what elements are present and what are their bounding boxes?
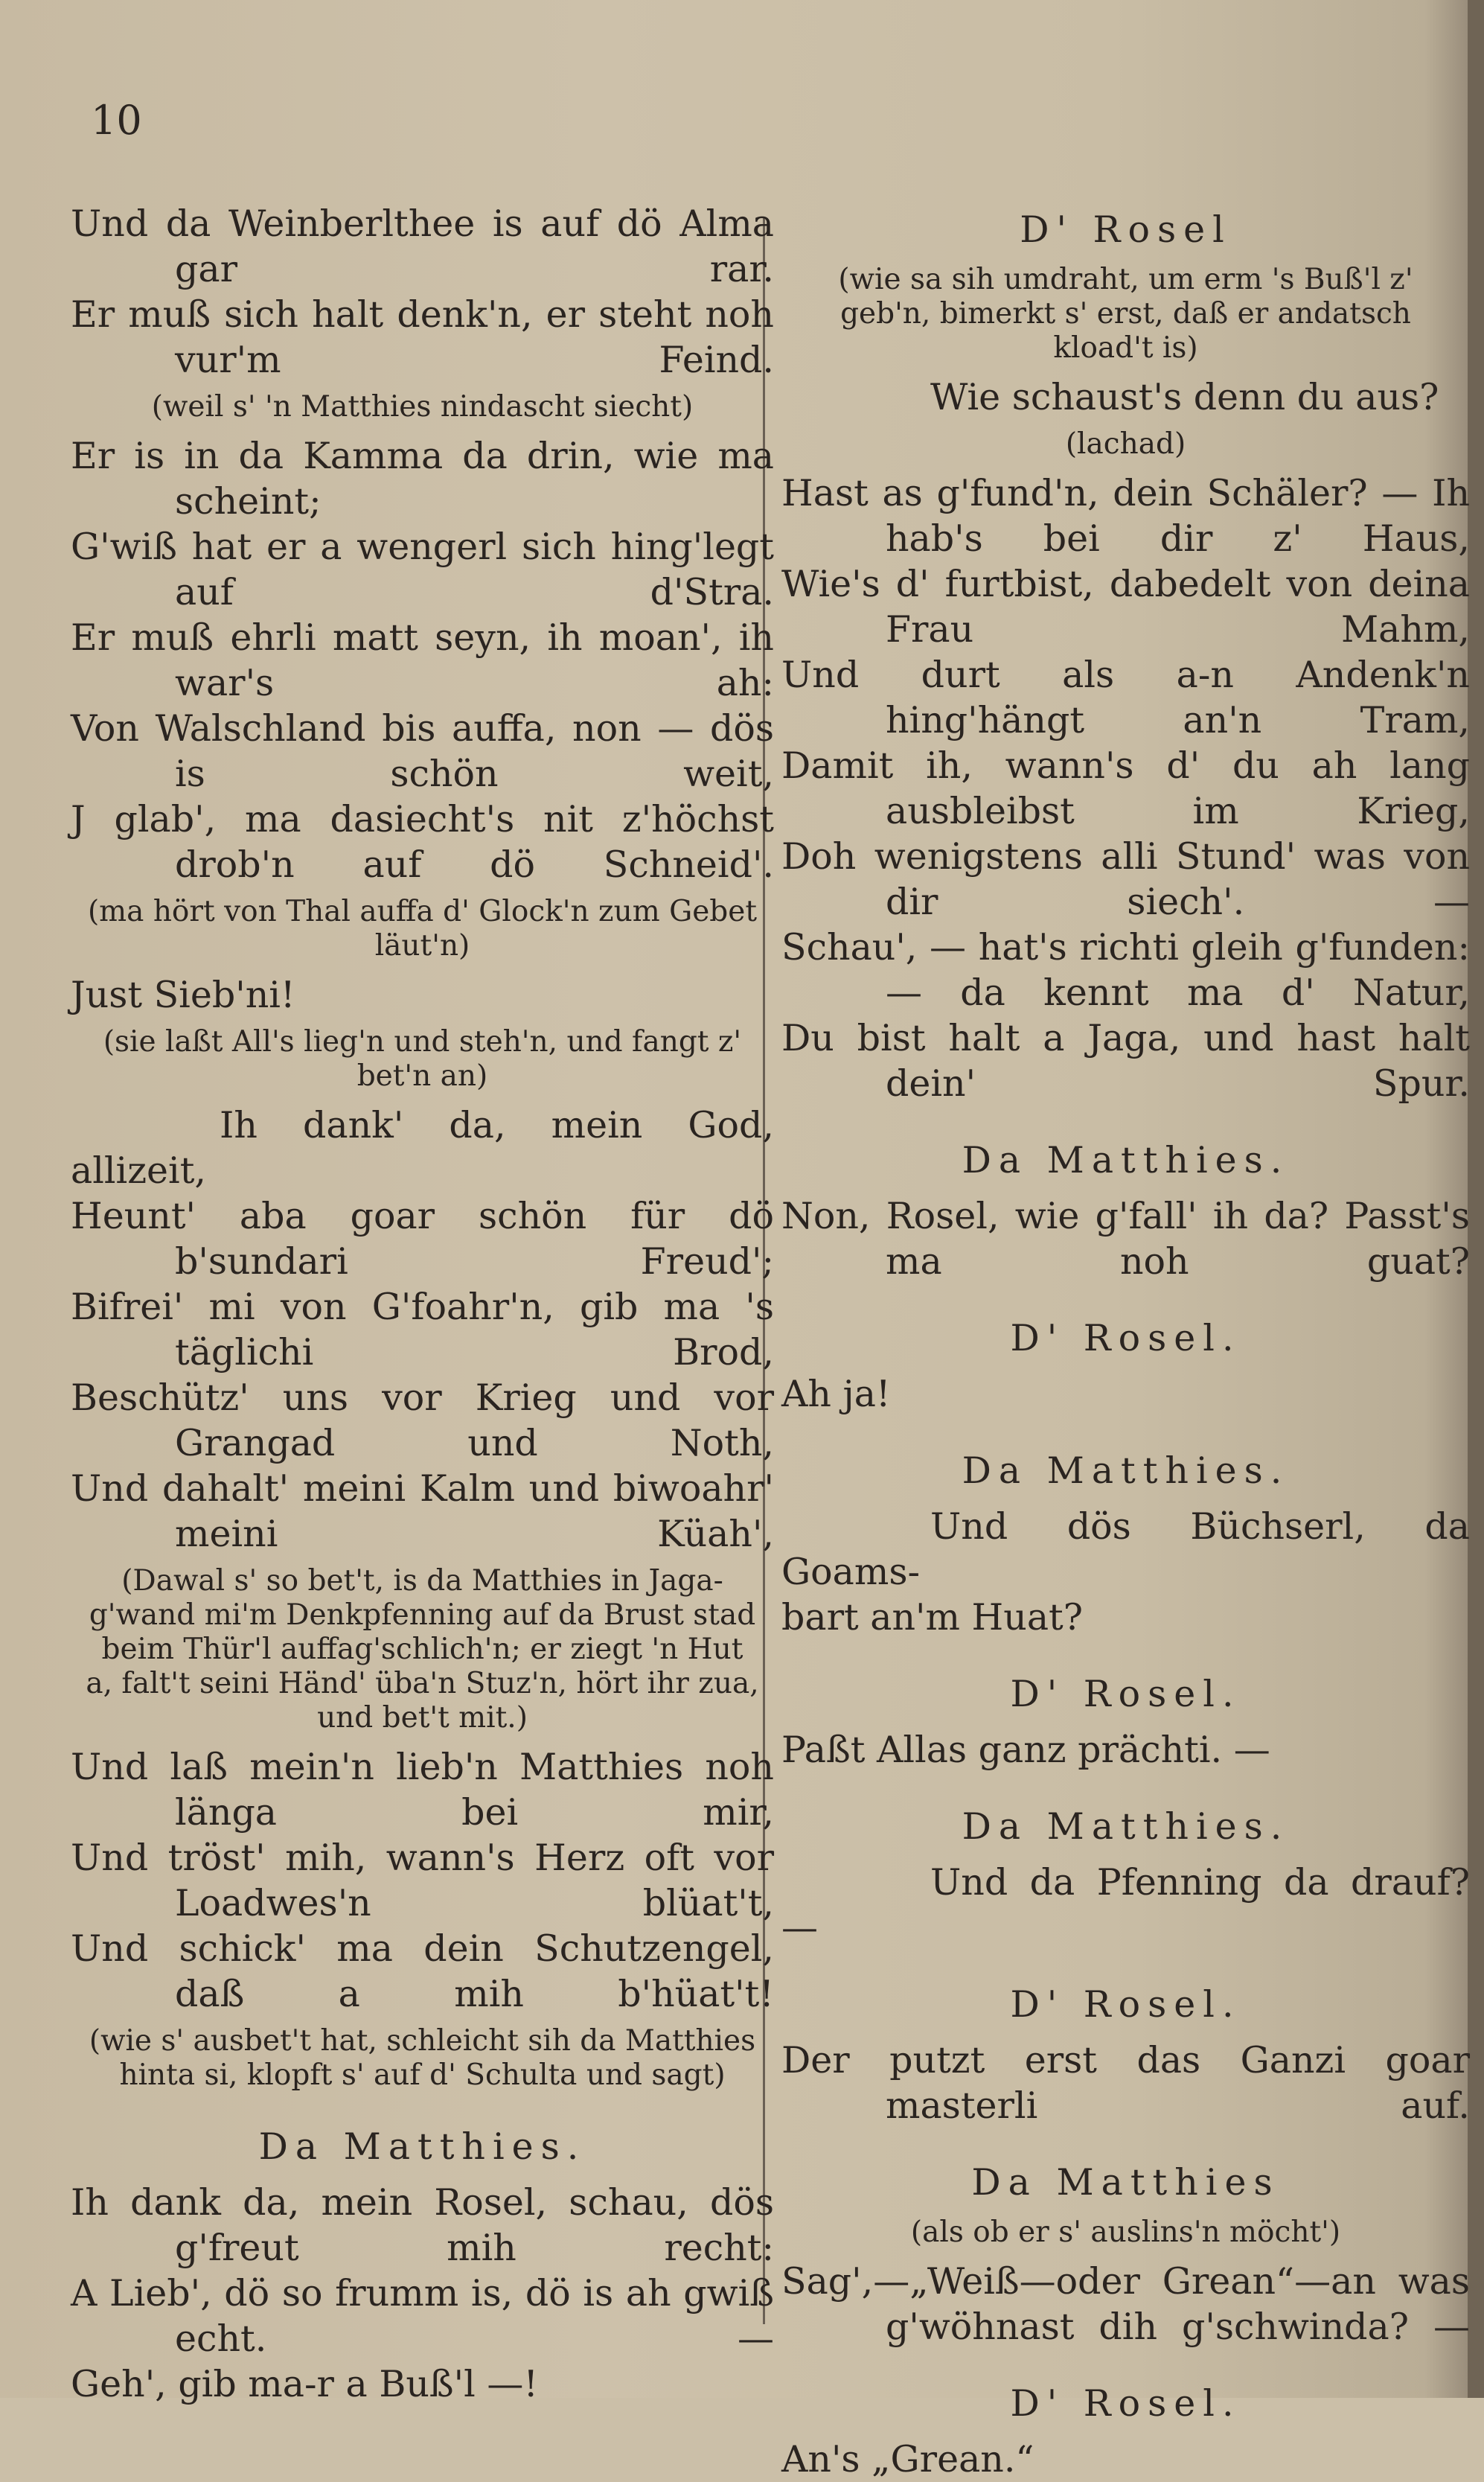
verse-line: Du bist halt a Jaga, und hast halt dein' Spur. xyxy=(781,1017,1470,1105)
verse-line: Und dös Büchserl, da Goams- xyxy=(781,1505,1470,1593)
verse-line: Und da Pfenning da drauf? — xyxy=(781,1861,1470,1949)
stage-direction: (sie laßt All's lieg'n und steh'n, und fangt z' bet'n an) xyxy=(103,1025,742,1093)
verse-line: Von Walschland bis auffa, non — dös is schön weit, xyxy=(71,707,774,795)
verse-line: A Lieb', dö so frumm is, dö is ah gwiß echt. — xyxy=(71,2272,774,2360)
speaker-name: D' Rosel. xyxy=(1010,1983,1241,2026)
verse-line: Geh', gib ma-r a Buß'l —! xyxy=(71,2363,539,2405)
stage-direction: (weil s' 'n Matthies nindascht siecht) xyxy=(151,390,694,424)
speaker-name: D' Rosel xyxy=(1020,208,1232,251)
speaker-name: Da Matthies xyxy=(971,2161,1280,2204)
verse-line: Wie's d' furtbist, dabedelt von deina Frau Mahm, xyxy=(781,563,1470,651)
verse-line: Der putzt erst das Ganzi goar masterli auf. xyxy=(781,2039,1470,2127)
verse-line: Ah ja! xyxy=(781,1373,891,1415)
stage-direction: (lachad) xyxy=(1065,427,1186,461)
speaker-name: D' Rosel. xyxy=(1010,1673,1241,1715)
verse-line: J glab', ma dasiecht's nit z'höchst drob'n auf dö Schneid'. xyxy=(71,798,774,886)
stage-direction: (wie s' ausbet't hat, schleicht sih da Matthies hinta si, klopft s' auf d' Schulta und sagt) xyxy=(89,2024,756,2092)
verse-line: Just Sieb'ni! xyxy=(71,974,295,1016)
verse-line: bart an'm Huat? xyxy=(781,1596,1084,1639)
speaker-name: Da Matthies. xyxy=(962,1139,1290,1181)
page-number: 10 xyxy=(91,97,142,144)
right-column xyxy=(781,201,1470,2482)
stage-direction: (ma hört von Thal auffa d' Glock'n zum Gebet läut'n) xyxy=(87,895,758,963)
verse-line: Er is in da Kamma da drin, wie ma scheint; xyxy=(71,435,774,523)
verse-line: An's „Grean.“ xyxy=(781,2438,1034,2481)
verse-line: Und schick' ma dein Schutzengel, daß a mih b'hüat't! xyxy=(71,1927,774,2015)
verse-line: Schau', — hat's richti gleih g'funden: — da kennt ma d' Natur, xyxy=(781,926,1470,1014)
verse-line: Und da Weinberlthee is auf dö Alma gar rar. xyxy=(71,202,774,290)
verse-line: Heunt' aba goar schön für dö b'sundari Freud'; xyxy=(71,1195,774,1283)
verse-line: Und durt als a-n Andenk'n hing'hängt an'n Tram, xyxy=(781,654,1470,741)
speaker-name: Da Matthies. xyxy=(962,1449,1290,1492)
verse-line: Sag',—„Weiß—oder Grean“—an was g'wöhnast dih g'schwinda? — xyxy=(781,2260,1470,2348)
verse-line: Er muß sich halt denk'n, er steht noh vur'm Feind. xyxy=(71,293,774,381)
verse-line: Wie schaust's denn du aus? xyxy=(930,376,1439,418)
verse-line: Beschütz' uns vor Krieg und vor Grangad und Noth, xyxy=(71,1376,774,1464)
verse-line: Non, Rosel, wie g'fall' ih da? Passt's ma noh guat? xyxy=(781,1195,1470,1283)
speaker-name: Da Matthies. xyxy=(962,1805,1290,1848)
verse-line: Und laß mein'n lieb'n Matthies noh länga bei mir, xyxy=(71,1746,774,1834)
verse-line: Doh wenigstens alli Stund' was von dir siech'. — xyxy=(781,835,1470,923)
page-edge-shadow xyxy=(1468,0,1484,2398)
left-column xyxy=(71,201,774,2407)
speaker-name: D' Rosel. xyxy=(1010,1317,1241,1359)
verse-line: Paßt Allas ganz prächti. — xyxy=(781,1729,1270,1771)
verse-line: Damit ih, wann's d' du ah lang ausbleibst im Krieg, xyxy=(781,744,1470,832)
speaker-name: Da Matthies. xyxy=(258,2125,586,2168)
stage-direction: (wie sa sih umdraht, um erm 's Buß'l z' geb'n, bimerkt s' erst, daß er andatsch kload't is) xyxy=(838,263,1413,365)
verse-line: Bifrei' mi von G'foahr'n, gib ma 's täglichi Brod, xyxy=(71,1286,774,1374)
verse-line: G'wiß hat er a wengerl sich hing'legt auf d'Stra. xyxy=(71,526,774,613)
stage-direction: (Dawal s' so bet't, is da Matthies in Jaga-g'wand mi'm Denkpfenning auf da Brust stad beim Thür'l auffag'schlich'n; er ziegt 'n Hut a, falt't seini Händ' üba'n Stuz'n, hört ihr zua, und bet't mit.) xyxy=(86,1564,759,1735)
verse-line: Er muß ehrli matt seyn, ih moan', ih war's ah: xyxy=(71,616,774,704)
verse-line: Hast as g'fund'n, dein Schäler? — Ih hab's bei dir z' Haus, xyxy=(781,472,1470,560)
verse-line: Und tröst' mih, wann's Herz oft vor Loadwes'n blüat't, xyxy=(71,1837,774,1924)
stage-direction: (als ob er s' auslins'n möcht') xyxy=(910,2215,1341,2249)
verse-line: Ih dank' da, mein God, allizeit, xyxy=(71,1104,774,1192)
speaker-name: D' Rosel. xyxy=(1010,2382,1241,2425)
verse-line: Ih dank da, mein Rosel, schau, dös g'freut mih recht: xyxy=(71,2181,774,2269)
verse-line: Und dahalt' meini Kalm und biwoahr' meini Küah', xyxy=(71,1467,774,1555)
